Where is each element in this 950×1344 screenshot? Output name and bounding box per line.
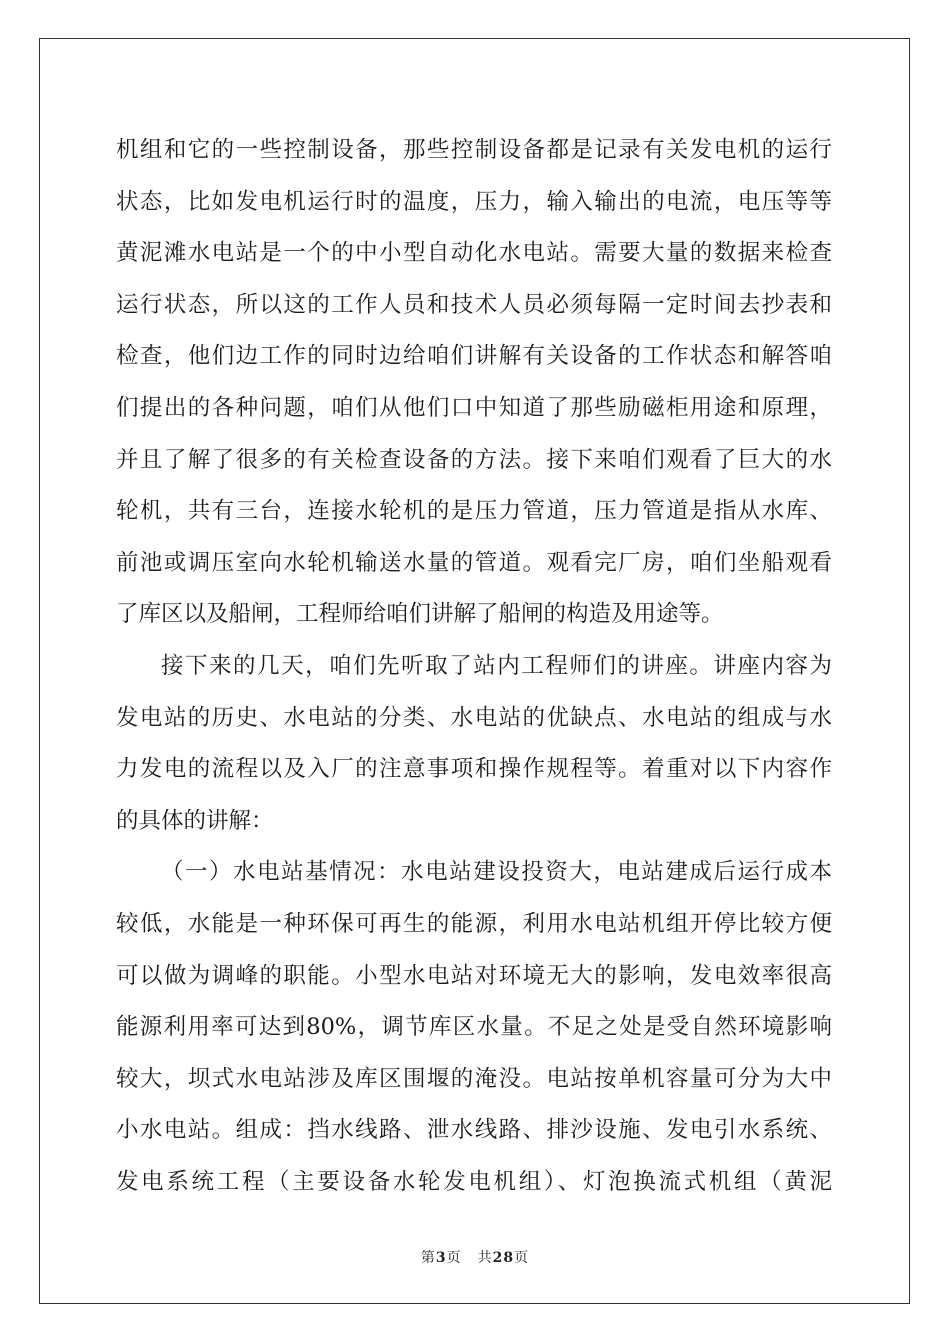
page-suffix: 页 — [446, 1250, 462, 1266]
text-line: 较大，坝式水电站涉及库区围堰的淹没。电站按单机容量可分为大中 — [116, 1065, 832, 1092]
text-line: 小水电站。组成：挡水线路、泄水线路、排沙设施、发电引水系统、 — [116, 1117, 832, 1144]
text-line: 发电站的历史、水电站的分类、水电站的优缺点、水电站的组成与水 — [116, 704, 832, 731]
text-line: 力发电的流程以及入厂的注意事项和操作规程等。着重对以下内容作 — [116, 756, 832, 783]
text-line: 状态，比如发电机运行时的温度，压力，输入输出的电流，电压等等 — [116, 188, 832, 215]
text-line: 发电系统工程（主要设备水轮发电机组）、灯泡换流式机组（黄泥 — [116, 1168, 832, 1195]
text-line: 的具体的讲解： — [116, 807, 274, 834]
paragraph-start-line: 接下来的几天，咱们先听取了站内工程师们的讲座。讲座内容为 — [161, 652, 832, 679]
total-suffix: 页 — [514, 1250, 530, 1266]
text-line: 运行状态，所以这的工作人员和技术人员必须每隔一定时间去抄表和 — [116, 291, 832, 318]
text-line: 们提出的各种问题，咱们从他们口中知道了那些励磁柜用途和原理， — [116, 394, 832, 421]
text-line: 了库区以及船闸，工程师给咱们讲解了船闸的构造及用途等。 — [116, 601, 724, 628]
text-line: 轮机，共有三台，连接水轮机的是压力管道，压力管道是指从水库、 — [116, 498, 832, 525]
page-number: 3 — [435, 1250, 447, 1266]
paragraph-start-line: （一）水电站基情况：水电站建设投资大，电站建成后运行成本 — [161, 859, 832, 886]
text-line: 前池或调压室向水轮机输送水量的管道。观看完厂房，咱们坐船观看 — [116, 549, 832, 576]
text-line: 能源利用率可达到80%，调节库区水量。不足之处是受自然环境影响 — [116, 1014, 832, 1041]
text-line: 机组和它的一些控制设备，那些控制设备都是记录有关发电机的运行 — [116, 137, 832, 163]
total-pages: 28 — [492, 1250, 515, 1266]
body-text — [116, 125, 832, 1208]
text-line: 较低，水能是一种环保可再生的能源，利用水电站机组开停比较方便 — [116, 910, 832, 937]
total-prefix: 共 — [477, 1250, 493, 1266]
page-footer — [0, 1247, 950, 1267]
page-prefix: 第 — [420, 1250, 436, 1266]
text-line: 并且了解了很多的有关检查设备的方法。接下来咱们观看了巨大的水 — [116, 446, 832, 473]
text-line: 可以做为调峰的职能。小型水电站对环境无大的影响，发电效率很高 — [116, 962, 832, 989]
text-line: 黄泥滩水电站是一个的中小型自动化水电站。需要大量的数据来检查 — [116, 240, 832, 267]
text-line: 检查，他们边工作的同时边给咱们讲解有关设备的工作状态和解答咱 — [116, 343, 832, 370]
